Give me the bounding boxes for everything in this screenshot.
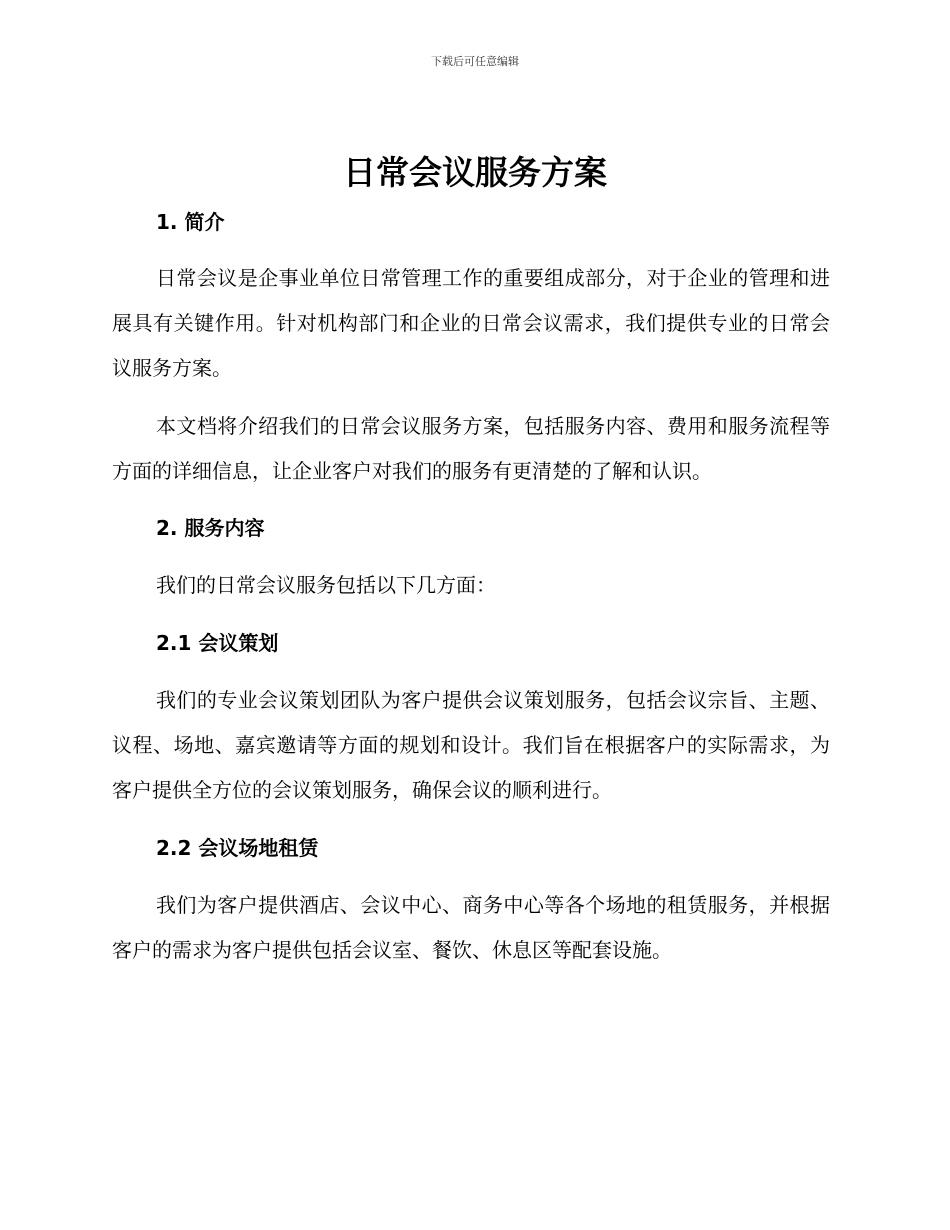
subsection-heading-planning: 2.1 会议策划 (156, 631, 279, 655)
header-note: 下载后可任意编辑 (431, 55, 519, 68)
subsection-heading-venue: 2.2 会议场地租赁 (156, 836, 319, 860)
intro-paragraph-2: 本文档将介绍我们的日常会议服务方案，包括服务内容、费用和服务流程等方面的详细信息，让企业客户对我们的服务有更清楚的了解和认识。 (112, 414, 830, 483)
services-intro-paragraph: 我们的日常会议服务包括以下几方面： (156, 573, 496, 597)
intro-paragraph-1: 日常会议是企事业单位日常管理工作的重要组成部分，对于企业的管理和进展具有关键作用。针对机构部门和企业的日常会议需求，我们提供专业的日常会议服务方案。 (112, 266, 830, 380)
document-title: 日常会议服务方案 (343, 153, 607, 192)
section-heading-services: 2. 服务内容 (156, 516, 265, 540)
planning-paragraph: 我们的专业会议策划团队为客户提供会议策划服务，包括会议宗旨、主题、议程、场地、嘉宾邀请等方面的规划和设计。我们旨在根据客户的实际需求，为客户提供全方位的会议策划服务，确保会议的顺利进行。 (112, 688, 830, 802)
venue-paragraph: 我们为客户提供酒店、会议中心、商务中心等各个场地的租赁服务，并根据客户的需求为客户提供包括会议室、餐饮、休息区等配套设施。 (112, 893, 830, 962)
section-heading-intro: 1. 简介 (156, 210, 225, 234)
